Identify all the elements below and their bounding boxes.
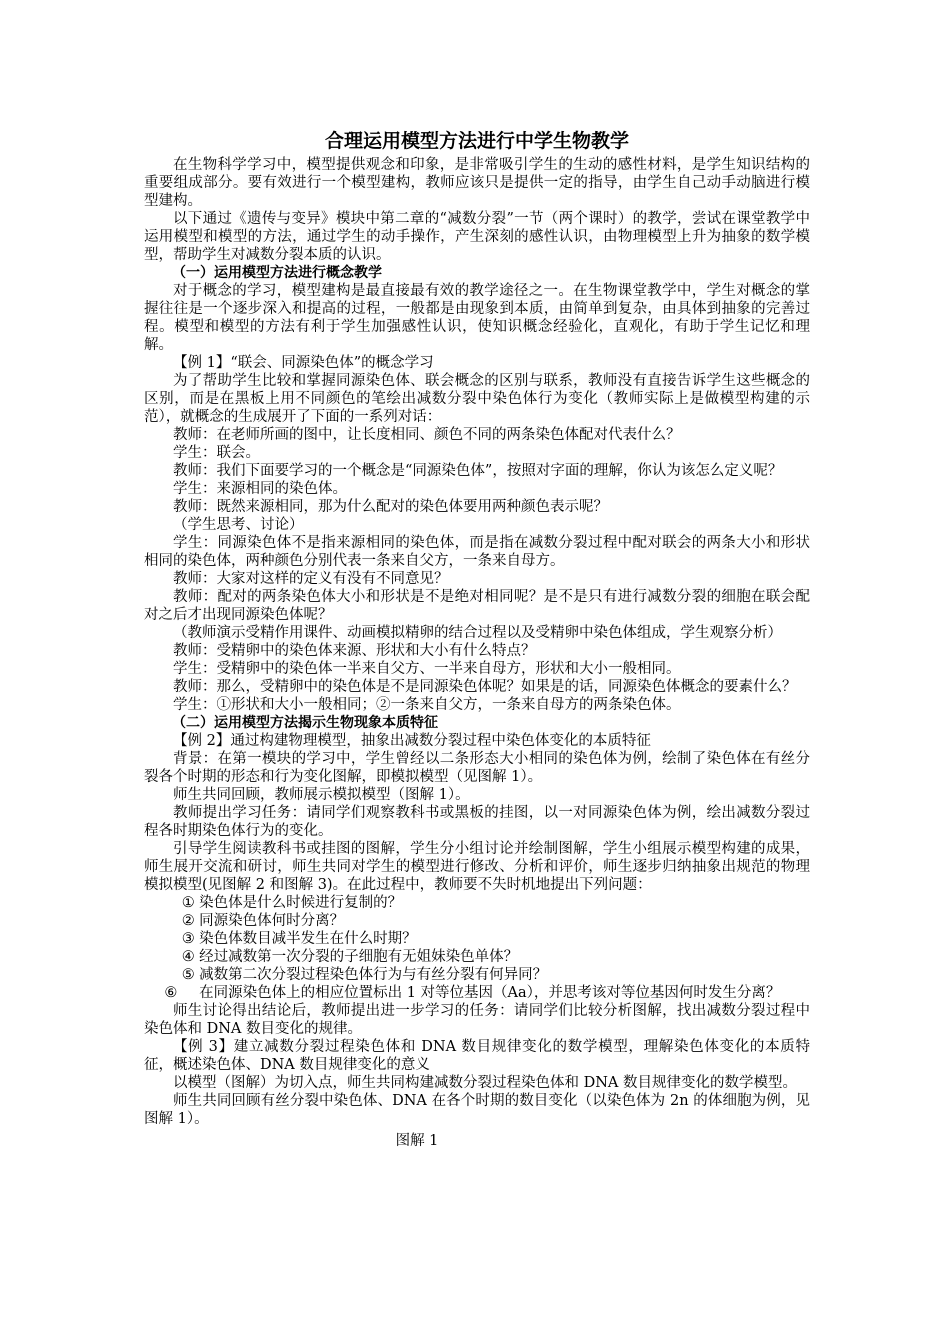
example-heading: 【例 1】“联会、同源染色体”的概念学习 <box>173 355 434 371</box>
document-title: 合理运用模型方法进行中学生物教学 <box>324 130 629 152</box>
dialogue-line: 教师：在老师所画的图中，让长度相同、颜色不同的两条染色体配对代表什么？ <box>173 427 681 443</box>
question-text: 同源染色体何时分离？ <box>199 913 345 929</box>
dialogue-line: 教师：我们下面要学习的一个概念是“同源染色体”，按照对字面的理解，你认为该怎么定义呢？ <box>173 463 783 479</box>
question-text: 减数第二次分裂过程染色体行为与有丝分裂有何异同？ <box>199 967 548 983</box>
question-item <box>144 984 810 1002</box>
dialogue-line: 教师：受精卵中的染色体来源、形状和大小有什么特点？ <box>173 643 536 659</box>
paragraph: 以模型（图解）为切入点，师生共同构建减数分裂过程染色体和 DNA 数目规律变化的数学模型。 <box>173 1075 797 1091</box>
dialogue-line: 教师：配对的两条染色体大小和形状是不是绝对相同呢？是不是只有进行减数分裂的细胞在联会配对之后才出现同源染色体呢？ <box>144 589 810 623</box>
example-heading: 【例 3】建立减数分裂过程染色体和 DNA 数目规律变化的数学模型，理解染色体变化的本质特征，概述染色体、DNA 数目规律变化的意义 <box>144 1039 810 1073</box>
question-text: 经过减数第一次分裂的子细胞有无姐妹染色单体？ <box>199 949 519 965</box>
dialogue-line: 教师：既然来源相同，那为什么配对的染色体要用两种颜色表示呢？ <box>173 499 608 515</box>
section-heading: （一）运用模型方法进行概念教学 <box>172 265 382 281</box>
question-item <box>144 948 810 966</box>
paragraph: 在生物科学学习中，模型提供观念和印象，是非常吸引学生的生动的感性材料，是学生知识结构的重要组成部分。要有效进行一个模型建构，教师应该只是提供一定的指导，由学生自己动手动脑进行模型建构。 <box>144 157 810 209</box>
question-item <box>144 930 810 948</box>
paragraph: 师生共同回顾有丝分裂中染色体、DNA 在各个时期的数目变化（以染色体为 2n 的体细胞为例，见图解 1）。 <box>144 1093 810 1127</box>
section-heading: （二）运用模型方法揭示生物现象本质特征 <box>172 715 438 731</box>
question-number: ⑥ <box>164 985 178 1001</box>
question-text: 在同源染色体上的相应位置标出 1 对等位基因（Aa），并思考该对等位基因何时发生分离？ <box>199 985 781 1001</box>
dialogue-line: （学生思考、讨论） <box>173 517 304 533</box>
dialogue-line: 学生：①形状和大小一般相同；②一条来自父方，一条来自母方的两条染色体。 <box>173 697 681 713</box>
dialogue-line: 学生：受精卵中的染色体一半来自父方、一半来自母方，形状和大小一般相同。 <box>173 661 681 677</box>
paragraph: 为了帮助学生比较和掌握同源染色体、联会概念的区别与联系，教师没有直接告诉学生这些概念的区别，而是在黑板上用不同颜色的笔绘出减数分裂中染色体行为变化（教师实际上是做模型构建的示范），就概念的生成展开了下面的一系列对话： <box>144 373 810 425</box>
dialogue-line: 学生：联会。 <box>173 445 260 461</box>
question-number: ① <box>181 895 195 911</box>
question-number: ③ <box>181 931 195 947</box>
example-heading: 【例 2】通过构建物理模型，抽象出减数分裂过程中染色体变化的本质特征 <box>173 733 651 749</box>
paragraph: 教师提出学习任务：请同学们观察教科书或黑板的挂图，以一对同源染色体为例，绘出减数分裂过程各时期染色体行为的变化。 <box>144 805 810 839</box>
question-number: ② <box>181 913 195 929</box>
dialogue-line: （教师演示受精作用课件、动画模拟精卵的结合过程以及受精卵中染色体组成，学生观察分析） <box>173 625 782 641</box>
paragraph: 师生讨论得出结论后，教师提出进一步学习的任务：请同学们比较分析图解，找出减数分裂过程中染色体和 DNA 数目变化的规律。 <box>144 1003 810 1037</box>
question-text: 染色体数目减半发生在什么时期？ <box>199 931 417 947</box>
question-item <box>144 894 810 912</box>
paragraph: 以下通过《遗传与变异》模块中第二章的“减数分裂”一节（两个课时）的教学，尝试在课堂教学中运用模型和模型的方法，通过学生的动手操作，产生深刻的感性认识，由物理模型上升为抽象的数学模型，帮助学生对减数分裂本质的认识。 <box>144 211 810 263</box>
question-number: ④ <box>181 949 195 965</box>
question-item <box>144 912 810 930</box>
dialogue-line: 教师：大家对这样的定义有没有不同意见？ <box>173 571 449 587</box>
dialogue-line: 学生：来源相同的染色体。 <box>173 481 347 497</box>
paragraph: 背景：在第一模块的学习中，学生曾经以二条形态大小相同的染色体为例，绘制了染色体在有丝分裂各个时期的形态和行为变化图解，即模拟模型（见图解 1）。 <box>144 751 810 785</box>
dialogue-line: 学生：同源染色体不是指来源相同的染色体，而是指在减数分裂过程中配对联会的两条大小和形状相同的染色体，两种颜色分别代表一条来自父方，一条来自母方。 <box>144 535 810 569</box>
figure-caption: 图解 1 <box>395 1133 439 1149</box>
paragraph: 师生共同回顾，教师展示模拟模型（图解 1）。 <box>173 787 470 803</box>
paragraph: 对于概念的学习，模型建构是最直接最有效的教学途径之一。在生物课堂教学中，学生对概念的掌握往往是一个逐步深入和提高的过程，一般都是由现象到本质，由简单到复杂，由具体到抽象的完善过程。模型和模型的方法有利于学生加强感性认识，使知识概念经验化，直观化，有助于学生记忆和理解。 <box>144 283 810 353</box>
document-page <box>144 128 810 1150</box>
question-text: 染色体是什么时候进行复制的？ <box>199 895 403 911</box>
dialogue-line: 教师：那么，受精卵中的染色体是不是同源染色体呢？如果是的话，同源染色体概念的要素什么？ <box>173 679 797 695</box>
paragraph: 引导学生阅读教科书或挂图的图解，学生分小组讨论并绘制图解，学生小组展示模型构建的成果，师生展开交流和研讨，师生共同对学生的模型进行修改、分析和评价，师生逐步归纳抽象出规范的物理模拟模型(见图解 2 和图解 3)。在此过程中，教师要不失时机地提出下列问题： <box>144 841 810 893</box>
question-item <box>144 966 810 984</box>
question-number: ⑤ <box>181 967 195 983</box>
